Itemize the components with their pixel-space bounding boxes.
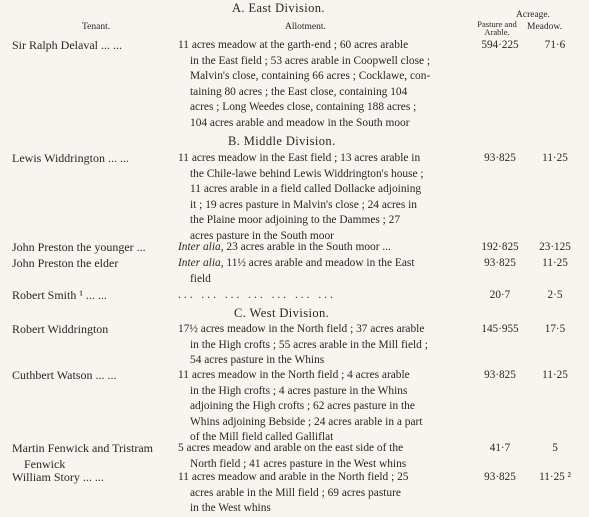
pasture-arable-value: 145·955 (481, 323, 519, 335)
tenant-name: John Preston the younger ... (12, 240, 146, 254)
allotment-text: 11 acres meadow in the North field ; 4 acres arable in the High crofts ; 4 acres pasture in the Whins adjoining the High crofts ; 62 acres pasture in the Whins adjoining Bebside ; 24 acres arable in a part of the Mill field called Galliflat (178, 369, 423, 444)
section-heading-east: A. East Division. (232, 1, 325, 15)
allotment-text: 11 acres meadow and arable in the North field ; 25 acres arable in the Mill field ; 69 acres pasture in the West whins (178, 471, 409, 515)
allotment-text: 11 acres meadow in the East field ; 13 acres arable in the Chile-lawe behind Lewis Widdrington's house ; 11 acres arable in a field called Dollacke adjoining it ; 19 acres pasture in Malvin's close ; 24 acres in the Plaine moor adjoining to the Dammes ; 27 acres pasture in the South moor (178, 152, 424, 242)
meadow-value: 5 (552, 442, 558, 454)
section-heading-middle: B. Middle Division. (228, 134, 336, 148)
allotment-column-header: Allotment. (285, 22, 326, 32)
pasture-arable-value: 93·825 (484, 257, 516, 269)
allotment-text: 17½ acres meadow in the North field ; 37 acres arable in the High crofts ; 55 acres arable in the Mill field ; 54 acres pasture in the Whins (178, 323, 428, 367)
meadow-value: 71·6 (544, 39, 566, 51)
tenant-name: Robert Smith ¹ ... ... (12, 288, 107, 302)
meadow-value: 11·25 (542, 152, 568, 164)
tenant-name: William Story ... ... (12, 470, 104, 484)
allotment-text: ... ... ... ... ... ... ... (178, 289, 336, 301)
meadow-value: 11·25 (542, 369, 568, 381)
tenant-name: Robert Widdrington (12, 322, 109, 336)
pasture-arable-header: Pasture and Arable. (477, 19, 517, 37)
meadow-value: 23·125 (539, 241, 571, 253)
allotment-text: 5 acres meadow and arable on the east side of the North field ; 41 acres pasture in the West whins (178, 442, 407, 470)
pasture-arable-value: 192·825 (481, 241, 519, 253)
meadow-value: 17·5 (544, 323, 566, 335)
meadow-value: 2·5 (547, 289, 563, 301)
pasture-arable-value: 93·825 (484, 471, 516, 483)
pasture-arable-value: 93·825 (484, 369, 516, 381)
pasture-arable-value: 594·225 (481, 39, 519, 51)
tenant-name: Martin Fenwick and Tristram Fenwick (12, 441, 153, 471)
acreage-header: Acreage. (516, 10, 551, 20)
tenant-name: Sir Ralph Delaval ... ... (12, 38, 122, 52)
tenant-column-header: Tenant. (82, 22, 111, 32)
pasture-arable-value: 93·825 (484, 152, 516, 164)
meadow-value: 11·25 ² (539, 471, 571, 483)
meadow-value: 11·25 (542, 257, 568, 269)
tenant-name: Cuthbert Watson ... ... (12, 368, 117, 382)
allotment-text: Inter alia, 23 acres arable in the South moor ... (178, 241, 391, 253)
tenant-name: Lewis Widdrington ... ... (12, 151, 129, 165)
section-heading-west: C. West Division. (234, 306, 330, 320)
allotment-text: 11 acres meadow at the garth-end ; 60 acres arable in the East field ; 53 acres arable in Coopwell close ; Malvin's close, containing 66 acres ; Cocklawe, con- taining 80 acres ; the East close, containing 104 acres ; Long Weedes close, containing 188 acres ; 104 acres arable and meadow in the South moor (178, 39, 431, 129)
allotment-text: Inter alia, 11½ acres arable and meadow in the East field (178, 257, 415, 285)
pasture-arable-value: 20·7 (489, 289, 511, 301)
tenant-name: John Preston the elder (12, 256, 119, 270)
pasture-arable-value: 41·7 (489, 442, 511, 454)
meadow-column-header: Meadow. (527, 22, 562, 32)
